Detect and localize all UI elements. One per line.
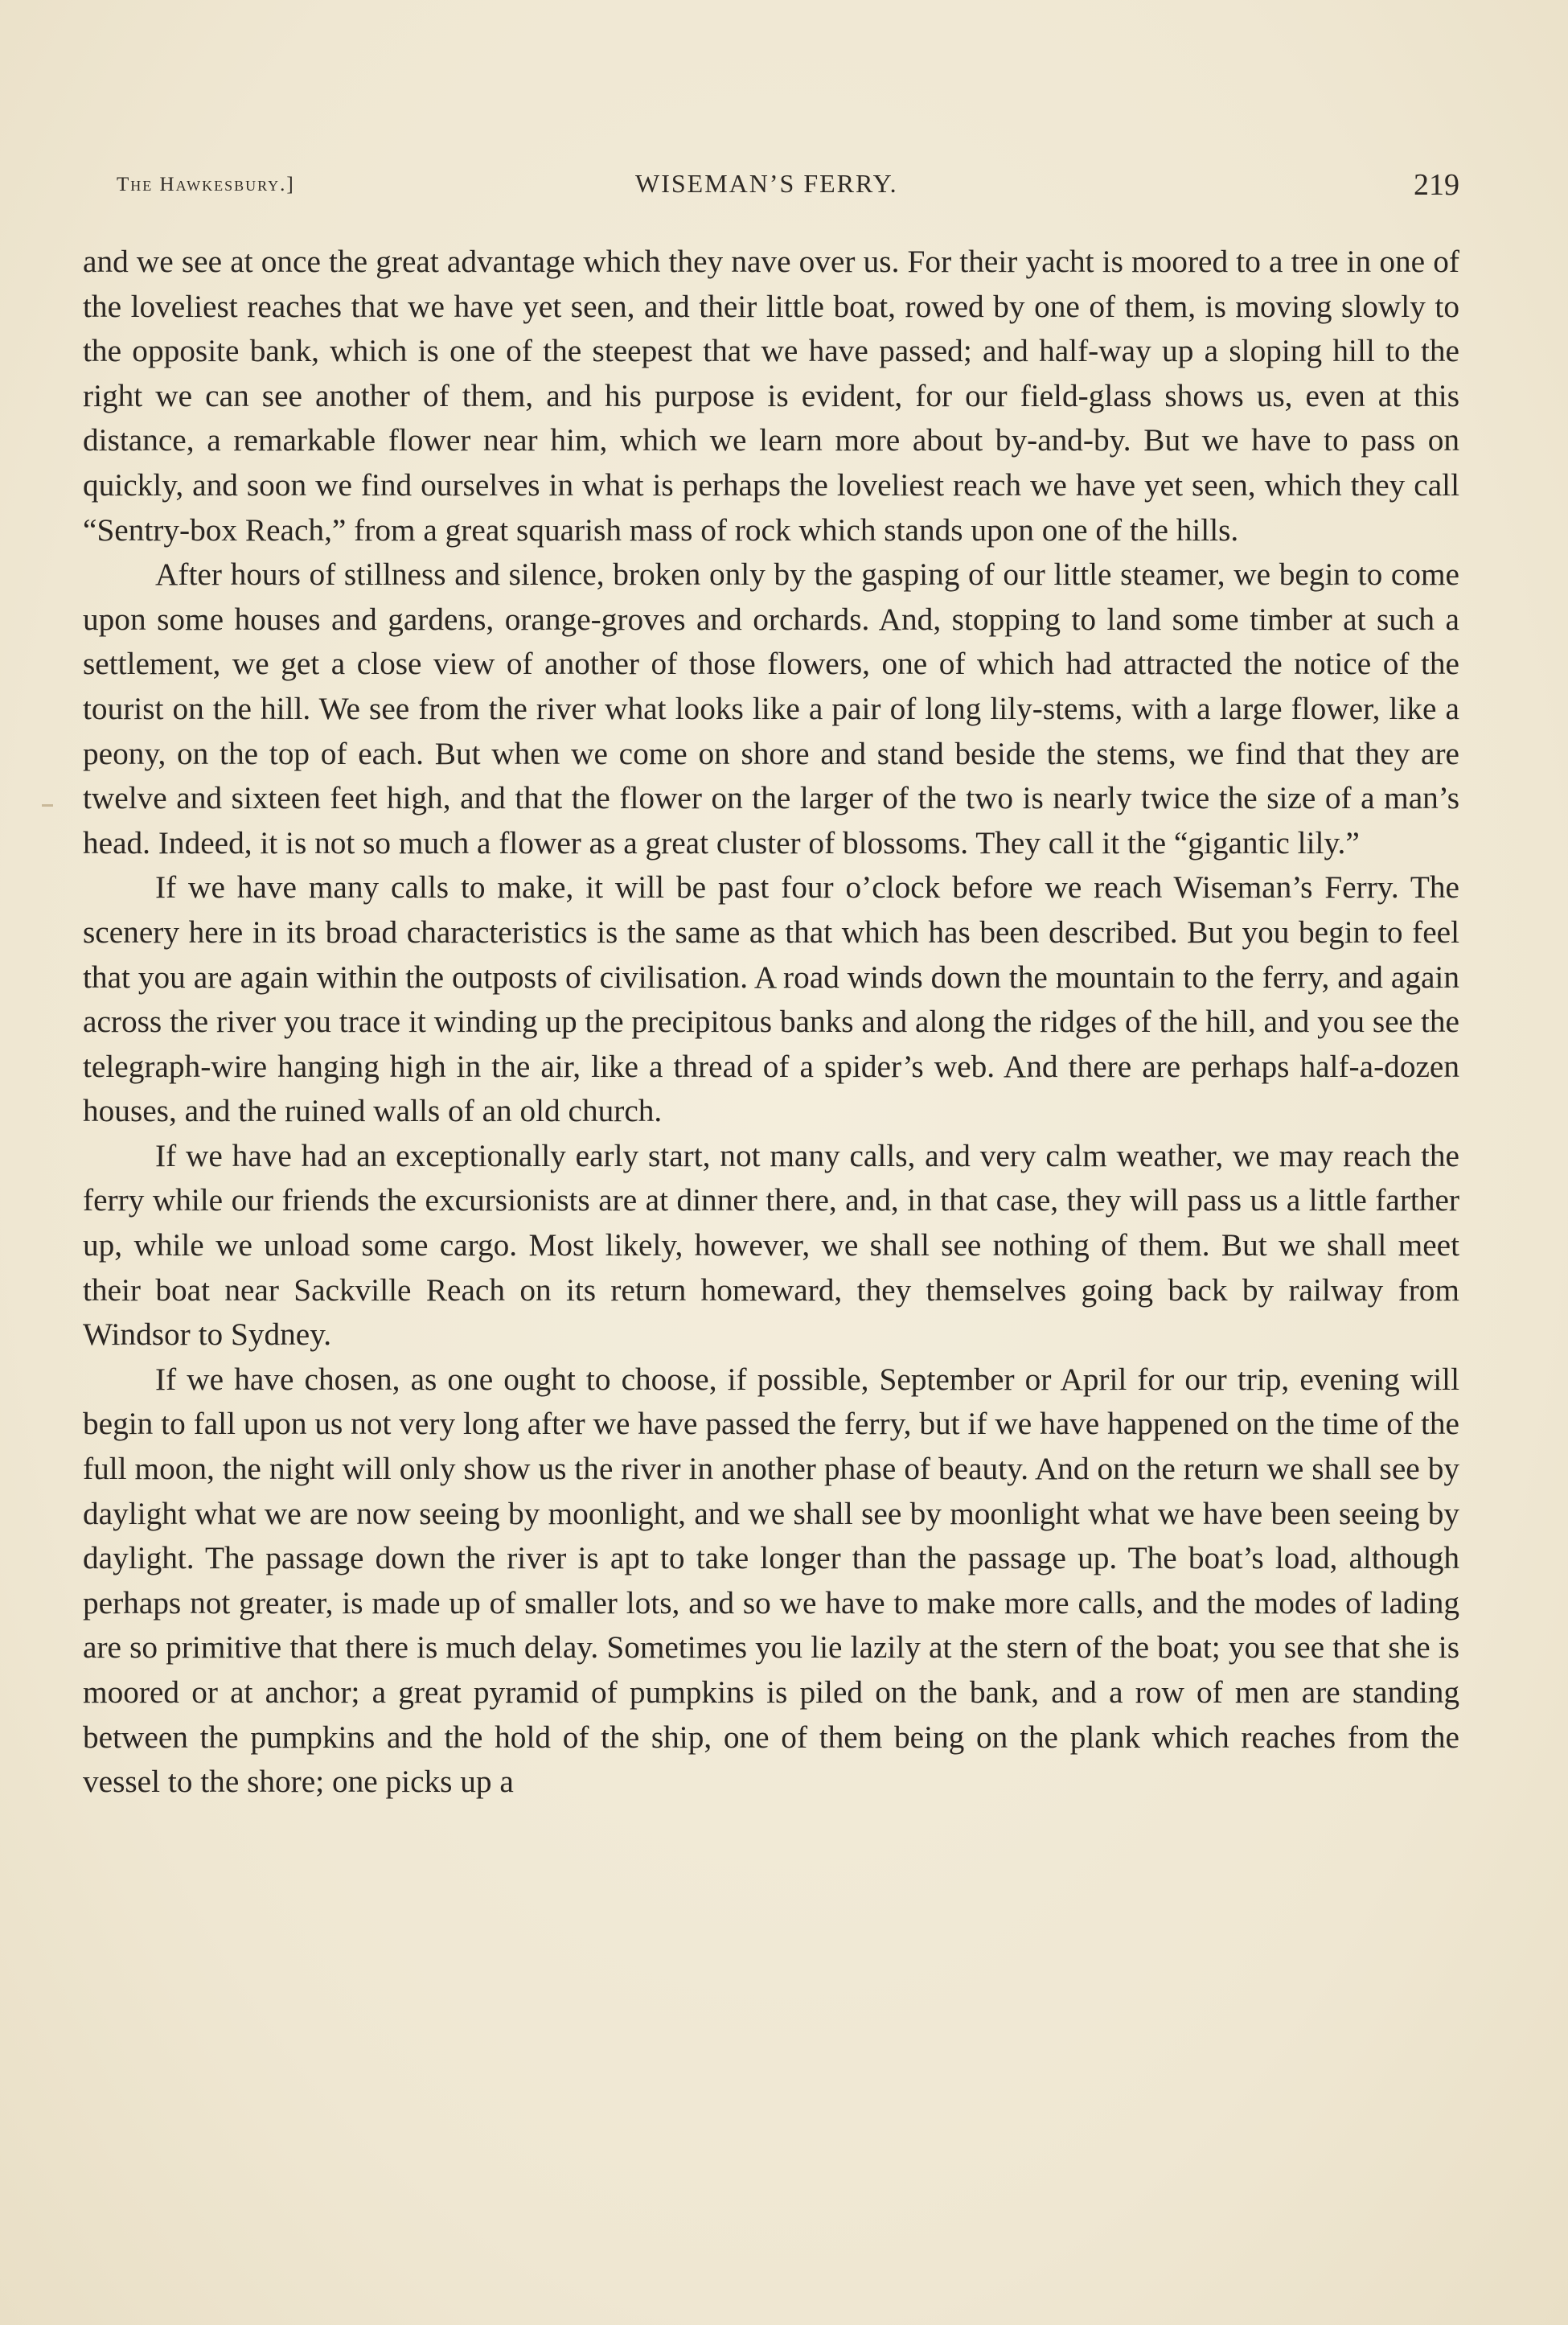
paragraph-2: After hours of stillness and silence, broken only by the gasping of our little steamer, we begin to come upon some houses and gardens, orange-groves and orchards. And, stopping to land some timber at such a settlement, we get a close view of another of those flowers, one of which had attracted the notice of the tourist on the hill. We see from the river what looks like a pair of long lily-stems, with a large flower, like a peony, on the top of each. But when we come on shore and stand beside the stems, we find that they are twelve and sixteen feet high, and that the flower on the larger of the two is nearly twice the size of a man’s head. Indeed, it is not so much a flower as a great cluster of blossoms. They call it the “gigantic lily.” (83, 557, 1459, 861)
paragraph-5: If we have chosen, as one ought to choose, if possible, September or April for our trip, evening will begin to fall upon us not very long after we have passed the ferry, but if we have happened on the time of the full moon, the night will only show us the river in another phase of beauty. And on the return we shall see by daylight what we are now seeing by moonlight, and we shall see by moonlight what we have been seeing by daylight. The passage down the river is apt to take longer than the passage up. The boat’s load, although perhaps not greater, is made up of smaller lots, and so we have to make more calls, and the modes of lading are so primitive that there is much delay. Sometimes you lie lazily at the stern of the boat; you see that she is moored or at anchor; a great pyramid of pumpkins is piled on the bank, and a row of men are standing between the pumpkins and the hold of the ship, one of them being on the plank which reaches from the vessel to the shore; one picks up a (83, 1361, 1459, 1800)
paragraph-1: and we see at once the great advantage which they nave over us. For their yacht is moored to a tree in one of the loveliest reaches that we have yet seen, and their little boat, rowed by one of them, is moving slowly to the opposite bank, which is one of the steepest that we have passed; and half-way up a sloping hill to the right we can see another of them, and his purpose is evident, for our field-glass shows us, even at this distance, a remarkable flower near him, which we learn more about by-and-by. But we have to pass on quickly, and soon we find ourselves in what is perhaps the loveliest reach we have yet seen, which they call “Sentry-box Reach,” from a great squarish mass of rock which stands upon one of the hills. (83, 244, 1459, 548)
running-head: The Hawkesbury.] (117, 174, 295, 195)
chapter-title: WISEMAN’S FERRY. (635, 169, 898, 198)
paragraph-4: If we have had an exceptionally early start, not many calls, and very calm weather, we may reach the ferry while our friends the excursionists are at dinner there, and, in that case, they will pass us a little farther up, while we unload some cargo. Most likely, however, we shall see nothing of them. But we shall meet their boat near Sackville Reach on its return homeward, they themselves going back by railway from Windsor to Sydney. (83, 1137, 1459, 1353)
page-number: 219 (1414, 168, 1459, 202)
body-text (83, 240, 1459, 1805)
margin-mark (42, 804, 53, 807)
page-header (117, 167, 1459, 207)
paragraph-3: If we have many calls to make, it will be past four o’clock before we reach Wiseman’s Ferry. The scenery here in its broad characteristics is the same as that which has been described. But you begin to feel that you are again within the outposts of civilisation. A road winds down the mountain to the ferry, and again across the river you trace it winding up the precipitous banks and along the ridges of the hill, and you see the telegraph-wire hanging high in the air, like a thread of a spider’s web. And there are perhaps half-a-dozen houses, and the ruined walls of an old church. (83, 869, 1459, 1129)
